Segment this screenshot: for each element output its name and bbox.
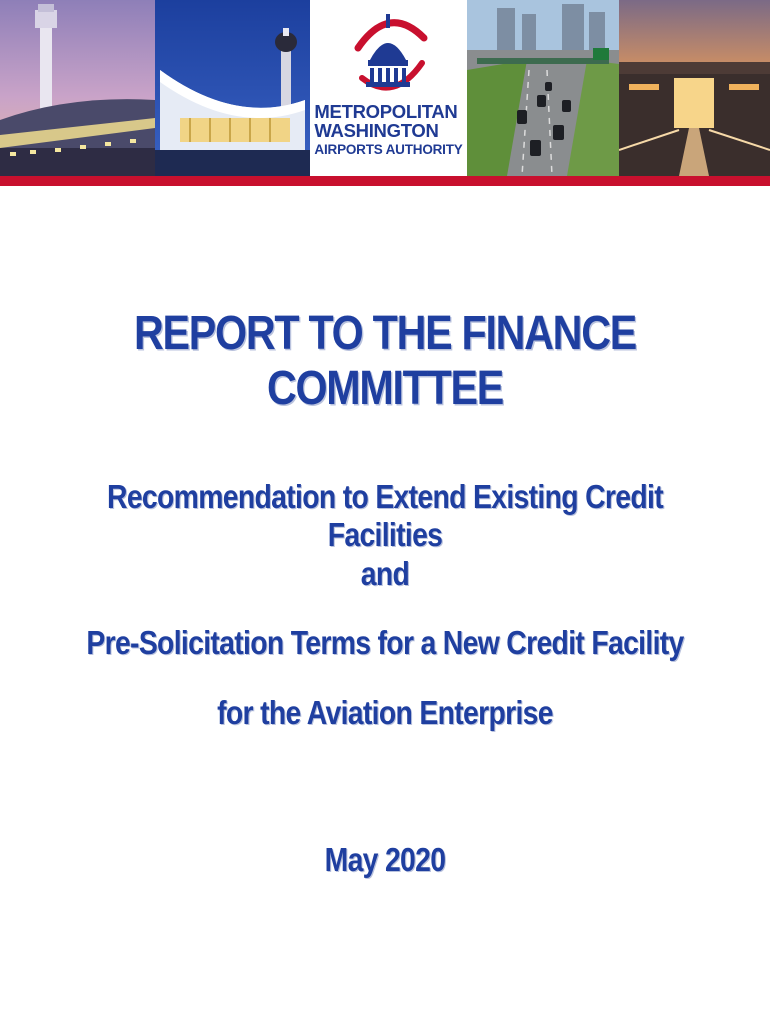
document-title: REPORT TO THE FINANCE COMMITTEE	[134, 307, 636, 415]
subtitle-line-1: Recommendation to Extend Existing Credit Facilities	[107, 478, 663, 553]
logo-line-2: WASHINGTON	[314, 120, 439, 141]
logo-line-3: AIRPORTS AUTHORITY	[314, 142, 463, 157]
document-date: May 2020	[324, 841, 446, 878]
banner-divider	[0, 176, 770, 186]
subtitle-line-2: and	[360, 555, 410, 592]
capitol-dome-icon	[344, 8, 434, 98]
rail-station-photo	[619, 0, 770, 176]
airport-tower-photo	[0, 0, 155, 176]
mwaa-logo	[310, 0, 467, 176]
subtitle-line-3: Pre-Solicitation Terms for a New Credit Facility	[86, 624, 684, 661]
logo-wordmark	[314, 102, 462, 159]
subtitle-line-4: for the Aviation Enterprise	[217, 694, 553, 731]
header-banner	[0, 0, 770, 176]
highway-photo	[467, 0, 619, 176]
dulles-terminal-photo	[155, 0, 310, 176]
logo-line-1: METROPOLITAN	[314, 101, 458, 122]
